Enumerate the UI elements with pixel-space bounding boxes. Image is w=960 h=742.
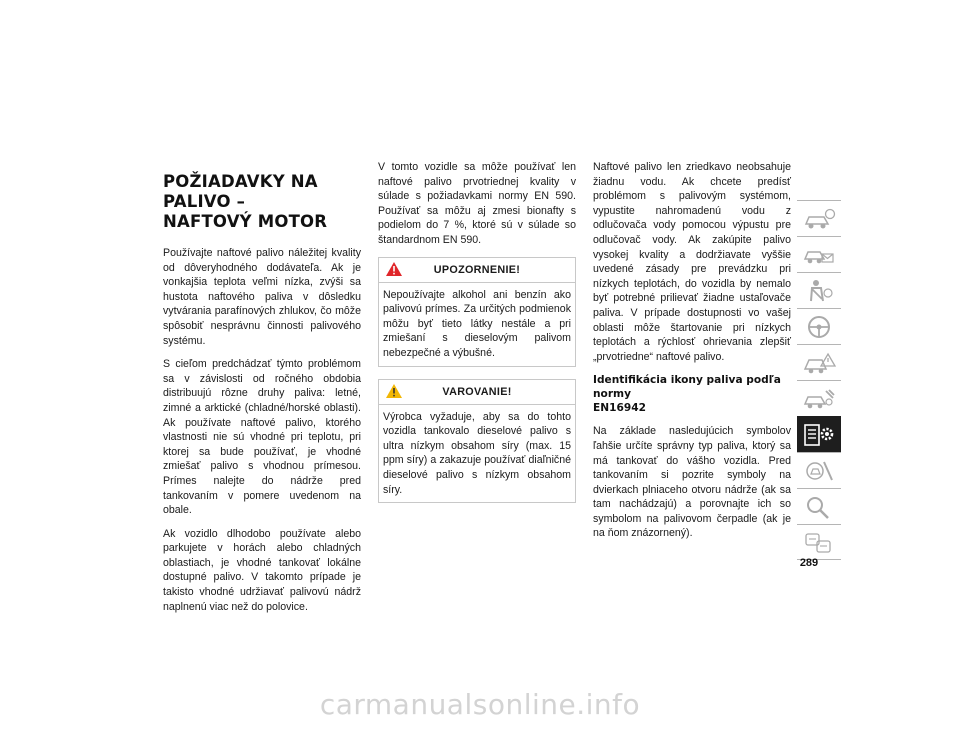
caution-text: Výrobca vyžaduje, aby sa do tohto vozidla tankovalo dieselové palivo s ultra nízkym obsahom síry (max. 15 ppm síry) a zakazuje používať diaľničné dieselové palivo s nízkym obsahom síry. — [383, 410, 571, 496]
warning-heading: UPOZORNENIE! — [433, 263, 521, 276]
paragraph: Ak vozidlo dlhodobo používate alebo parkujete v horách alebo chladných oblastiach, je vhodné tankovať lokálne dostupné palivo. V takomto prípade je takisto vhodné udržiavať palivovú nádrž naplnenú viac než do polovice. — [163, 527, 361, 613]
section-title-line-2: NAFTOVÝ MOTOR — [163, 212, 328, 231]
page-number: 289 — [799, 557, 819, 569]
language-icon — [802, 530, 836, 556]
subsection-title — [593, 373, 791, 415]
caution-header — [379, 380, 575, 405]
steering-wheel-icon — [802, 314, 836, 340]
car-service-icon — [802, 386, 836, 412]
tab-car-warning[interactable] — [797, 344, 841, 380]
warning-text: Nepoužívajte alkohol ani benzín ako palivovú prímes. Za určitých podmienok môžu byť tieto látky nestále a pri zmiešaní s dieselovým palivom nebezpečné a výbušné. — [383, 288, 571, 359]
paragraph: Na základe nasledujúcich symbolov ľahšie určíte správny typ paliva, ktorý sa má tankovať do vášho vozidla. Pred tankovaním si pozrite symboly na dvierkach plniaceho otvoru nádrže (ak sa tam nachádzajú) a porovnajte ich so symbolom na palivovom čerpadle (ak je na ňom znázornený). — [593, 425, 791, 540]
column-3 — [593, 160, 791, 550]
tab-car-service[interactable] — [797, 380, 841, 416]
wrench-car-icon — [802, 458, 836, 484]
tab-seatbelt[interactable] — [797, 272, 841, 308]
car-info-icon — [802, 206, 836, 232]
search-icon — [802, 494, 836, 520]
subsection-title-line-2: EN16942 — [593, 402, 646, 415]
column-1 — [163, 172, 361, 623]
column-2 — [378, 160, 576, 513]
warning-triangle-icon — [385, 261, 403, 277]
tab-search[interactable] — [797, 488, 841, 524]
section-title — [163, 172, 361, 232]
tab-car-info[interactable] — [797, 200, 841, 236]
caution-triangle-icon — [385, 383, 403, 399]
caution-heading: VAROVANIE! — [442, 385, 512, 398]
watermark: carmanualsonline.info — [319, 688, 641, 721]
caution-box — [378, 379, 576, 504]
chapter-tabs — [797, 200, 841, 560]
paragraph: V tomto vozidle sa môže používať len naftové palivo prvotriednej kvality v súlade s požiadavkami normy EN 590. Používať sa môžu aj zmesi bionafty s podielom do 7 %, ktoré sú v súlade so štandardnom EN 590. — [378, 161, 576, 246]
paragraph: S cieľom predchádzať týmto problémom sa v závislosti od ročného obdobia distribuujú rôzne druhy paliva: letné, zimné a arktické (chladné/horské oblasti). Ak používate naftové palivo, ktorého vlastnosti nie sú vhodné pri teplotu, pri ktorej sa bude používať, je vhodné zmiešať palivo s vhodnou prímesou. Prímes nalejte do nádrže pred tankovaním v pomere uvedenom na obale. — [163, 358, 361, 517]
paragraph: Naftové palivo len zriedkavo neobsahuje žiadnu vodu. Ak chcete predísť problémom s palivovým systémom, vypustite nahromadenú vodu z odlučovača vody pomocou výpustu pre odlučovač vody. Ak zakúpite palivo vysokej kvality a dodržiavate vyššie uvedené zásady pre prevádzku pri nízkych teplotách, do vozidla by nemalo byť potrebné prilievať žiadne ustaľovače paliva. V prípade dostupnosti vo vašej oblasti môže štartovanie pri nízkych teplotách a rýchlosť ohrievania zlepšiť „prvotriedne“ naftové palivo. — [593, 161, 791, 363]
subsection-title-line-1: Identifikácia ikony paliva podľa normy — [593, 374, 781, 401]
seatbelt-icon — [802, 278, 836, 304]
tab-steering-wheel[interactable] — [797, 308, 841, 344]
tab-car-mail[interactable] — [797, 236, 841, 272]
car-mail-icon — [802, 242, 836, 268]
car-warning-icon — [802, 350, 836, 376]
tab-specs-gear[interactable] — [797, 416, 841, 452]
warning-header — [379, 258, 575, 283]
tab-language[interactable] — [797, 524, 841, 560]
paragraph: Používajte naftové palivo náležitej kvality od dôveryhodného dodávateľa. Ak je vonkajšia teplota veľmi nízka, zvýši sa hustota naftového paliva v dôsledku vytvárania parafínových zhlukov, čo môže spôsobiť nesprávnu činnosti palivového systému. — [163, 247, 361, 347]
tab-wrench-car[interactable] — [797, 452, 841, 488]
warning-box — [378, 257, 576, 367]
section-title-line-1: POŽIADAVKY NA PALIVO – — [163, 172, 318, 211]
specs-gear-icon — [802, 422, 836, 448]
